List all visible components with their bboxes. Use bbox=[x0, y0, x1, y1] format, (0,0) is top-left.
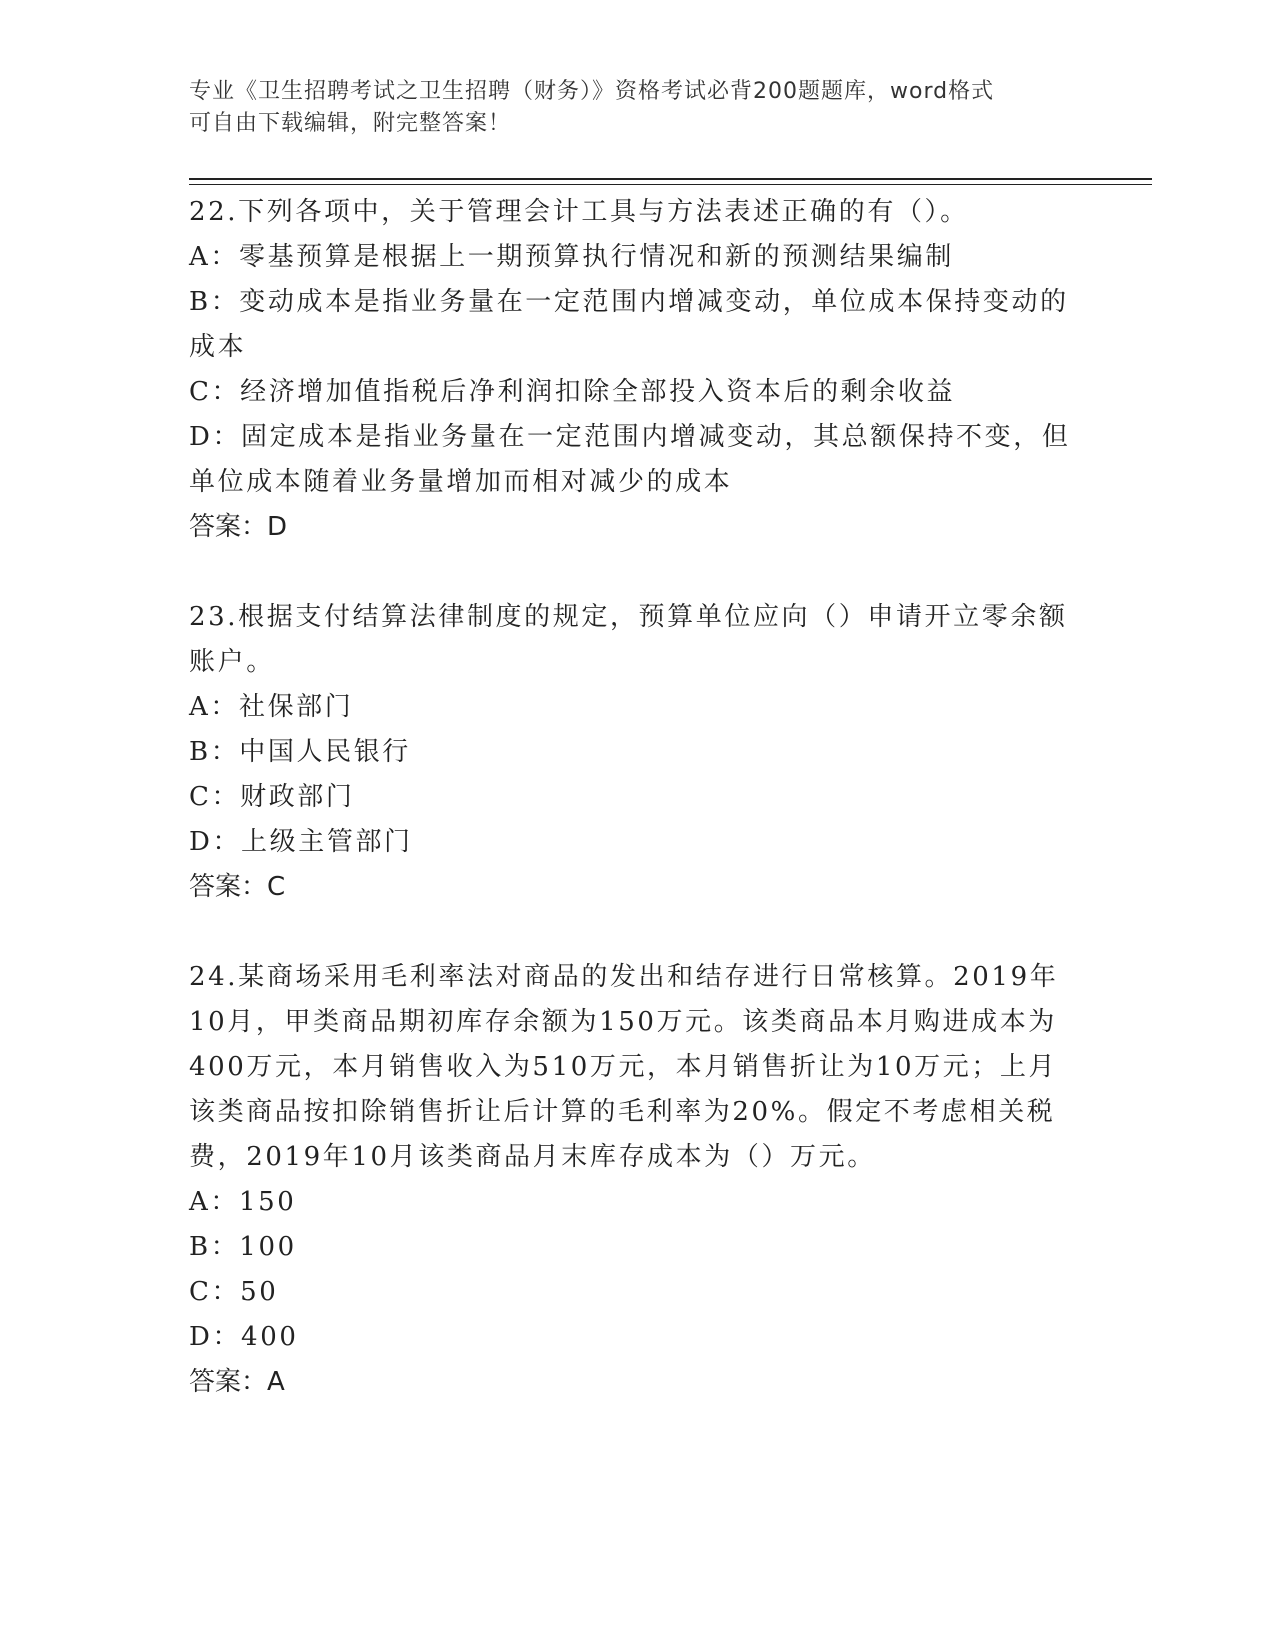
question-stem: 24.某商场采用毛利率法对商品的发出和结存进行日常核算。2019年10月，甲类商品期初库存余额为150万元。该类商品本月购进成本为400万元，本月销售收入为510万元，本月销售折让为10万元；上月该类商品按扣除销售折让后计算的毛利率为20%。假定不考虑相关税费，2019年10月该类商品月末库存成本为（）万元。 bbox=[189, 962, 1059, 1172]
question-24 bbox=[189, 955, 1079, 1405]
document-header bbox=[189, 76, 1069, 140]
question-22 bbox=[189, 190, 1079, 550]
option-c: C：经济增加值指税后净利润扣除全部投入资本后的剩余收益 bbox=[189, 377, 956, 407]
answer-label: 答案：C bbox=[189, 872, 286, 902]
option-c: C：50 bbox=[189, 1277, 279, 1307]
option-c: C：财政部门 bbox=[189, 782, 355, 812]
header-line-2: 可自由下载编辑，附完整答案！ bbox=[189, 111, 512, 136]
header-divider-thick bbox=[189, 178, 1152, 180]
question-stem: 23.根据支付结算法律制度的规定，预算单位应向（）申请开立零余额账户。 bbox=[189, 602, 1068, 677]
question-stem: 22.下列各项中，关于管理会计工具与方法表述正确的有（）。 bbox=[189, 197, 969, 227]
option-a: A：社保部门 bbox=[189, 692, 354, 722]
option-a: A：150 bbox=[189, 1187, 297, 1217]
option-b: B：变动成本是指业务量在一定范围内增减变动，单位成本保持变动的成本 bbox=[189, 287, 1069, 362]
question-23 bbox=[189, 595, 1079, 910]
option-d: D：上级主管部门 bbox=[189, 827, 413, 857]
answer-label: 答案：A bbox=[189, 1367, 285, 1397]
option-b: B：100 bbox=[189, 1232, 297, 1262]
option-b: B：中国人民银行 bbox=[189, 737, 411, 767]
option-d: D：固定成本是指业务量在一定范围内增减变动，其总额保持不变，但单位成本随着业务量增加而相对减少的成本 bbox=[189, 422, 1071, 497]
header-divider-thin bbox=[189, 184, 1152, 185]
option-a: A：零基预算是根据上一期预算执行情况和新的预测结果编制 bbox=[189, 242, 954, 272]
question-list bbox=[189, 190, 1079, 1405]
answer-label: 答案：D bbox=[189, 512, 288, 542]
option-d: D：400 bbox=[189, 1322, 299, 1352]
header-line-1: 专业《卫生招聘考试之卫生招聘（财务）》资格考试必背200题题库，word格式 bbox=[189, 79, 995, 104]
